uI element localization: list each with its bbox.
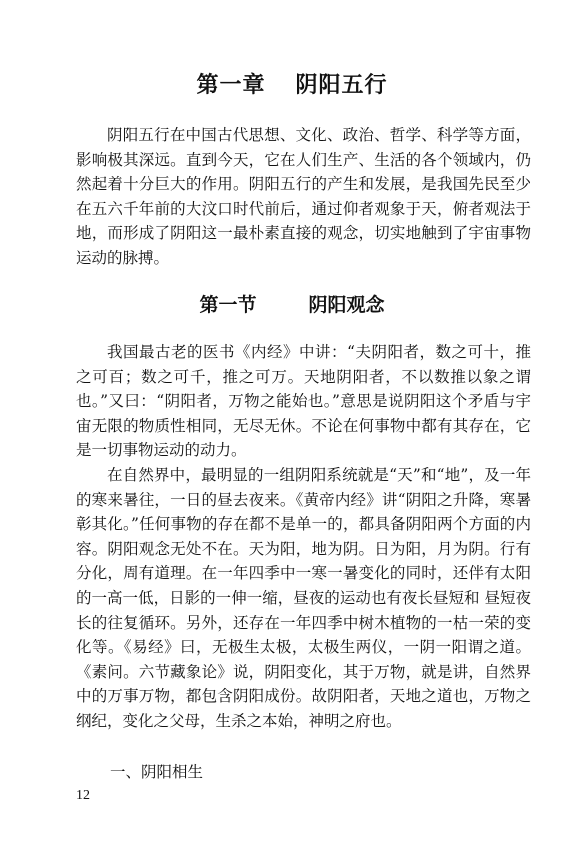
section-name: 阴阳观念 [308, 294, 385, 316]
section-label: 第一节 [199, 294, 257, 316]
body-paragraph: 在自然界中，最明显的一组阴阳系统就是“天”和“地”，及一年的寒来暑往，一日的昼去夜来。《黄帝内经》讲“阴阳之升降，寒暑彰其化。”任何事物的存在都不是单一的，都具备阴阳两个方面的内容。阴阳观念无处不在。天为阳，地为阴。日为阳，月为阴。行有分化，周有道理。在一年四季中一寒一暑变化的同时，还伴有太阳的一高一低，日影的一伸一缩，昼夜的运动也有夜长昼短和 昼短夜长的往复循环。另外，还存在一年四季中树木植物的一枯一荣的变化等。《易经》曰，无极生太极，太极生两仪，一阴一阳谓之道。《素问。六节藏象论》说，阴阳变化，其于万物，就是讲，自然界中的万事万物，都包含阴阳成份。故阴阳者，天地之道也，万物之纲纪，变化之父母，生杀之本始，神明之府也。 [76, 466, 531, 730]
section-title [0, 290, 584, 317]
chapter-title [0, 68, 584, 99]
chapter-label: 第一章 [196, 73, 266, 98]
body-paragraph: 我国最古老的医书《内经》中讲：“夫阴阳者，数之可十，推之可百；数之可千，推之可万。天地阴阳者，不以数推以象之谓也。”又曰：“阴阳者，万物之能始也。”意思是说阴阳这个矛盾与宇宙无限的物质性相同，无尽无休。不论在何事物中都有其存在，它是一切事物运动的动力。 [76, 343, 531, 460]
intro-paragraph: 阴阳五行在中国古代思想、文化、政治、哲学、科学等方面，影响极其深远。直到今天，它在人们生产、生活的各个领域内，仍然起着十分巨大的作用。阴阳五行的产生和发展，是我国先民至少在五六千年前的大汶口时代前后，通过仰者观象于天，俯者观法于地，而形成了阴阳这一最朴素直接的观念，切实地触到了宇宙事物运动的脉搏。 [76, 126, 531, 267]
page-number: 12 [76, 788, 90, 803]
subheading: 一、阴阳相生 [110, 763, 204, 781]
chapter-name: 阴阳五行 [295, 73, 388, 98]
